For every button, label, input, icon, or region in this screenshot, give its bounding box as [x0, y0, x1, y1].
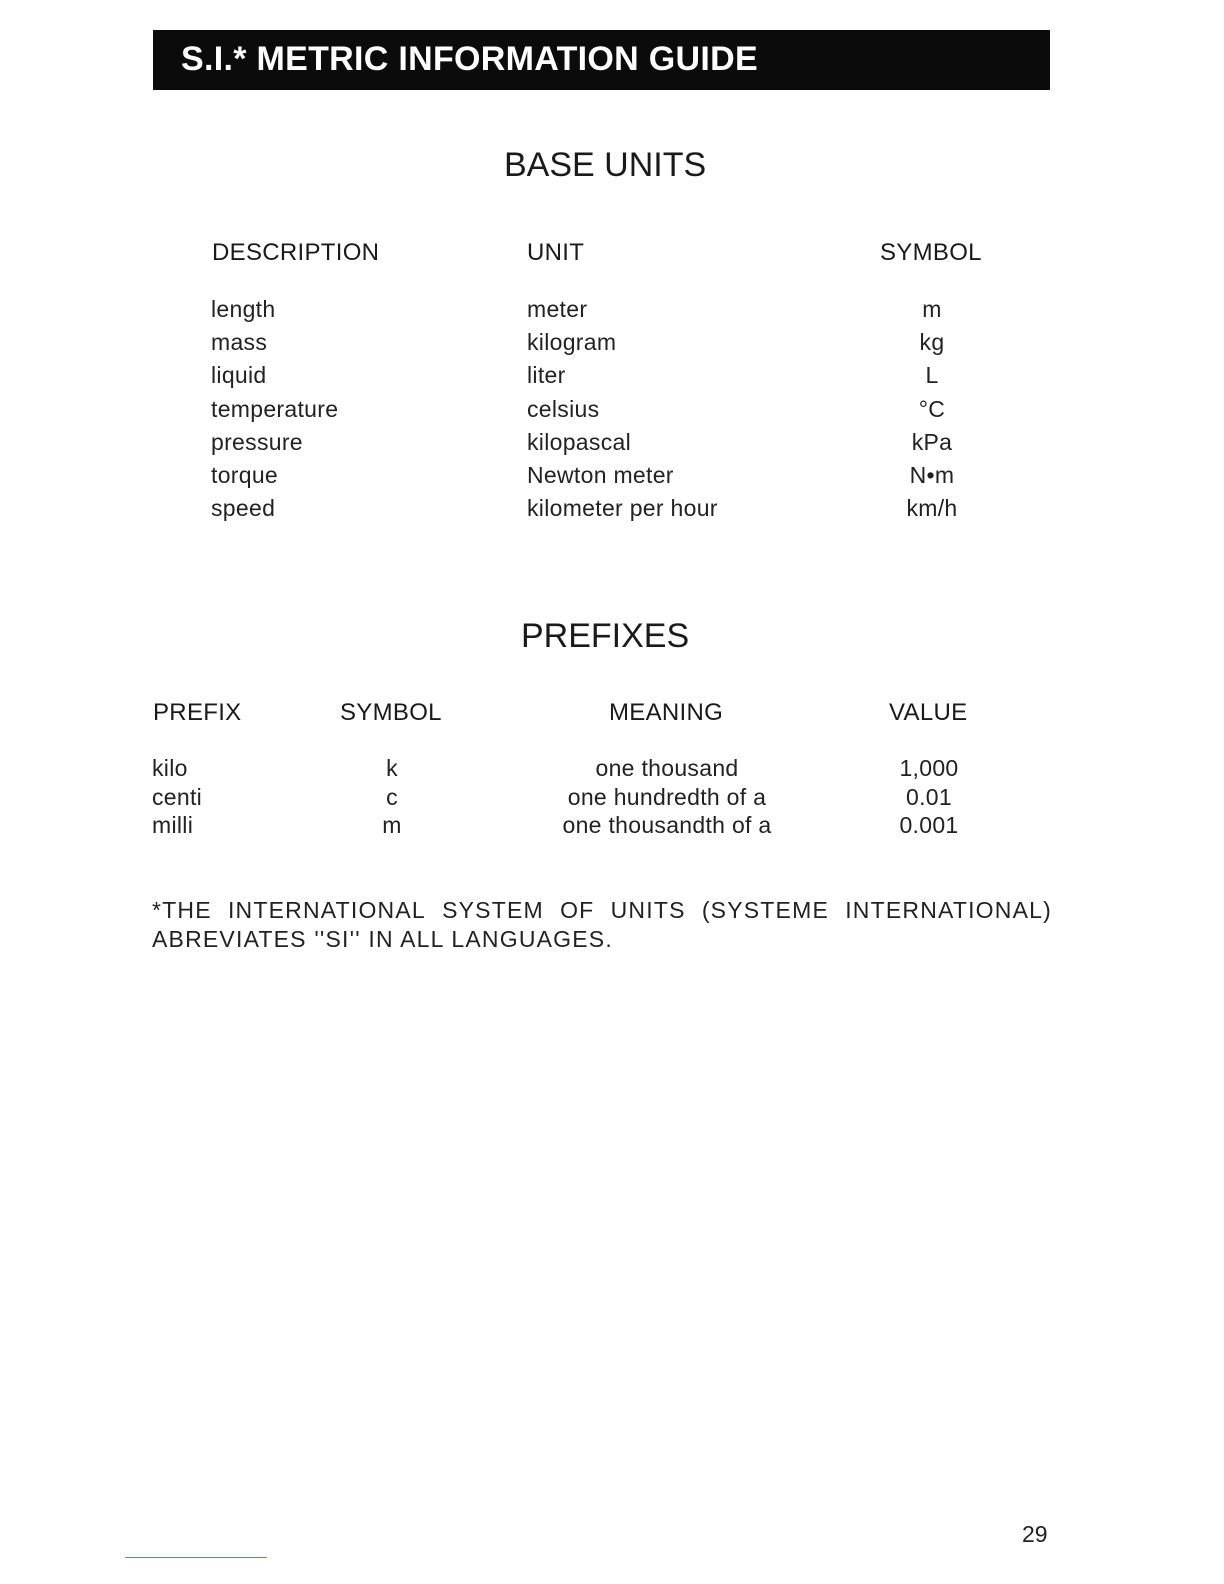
prefix-symbol: c [386, 783, 398, 810]
base-unit-description: torque [211, 462, 279, 488]
footnote [152, 896, 1052, 954]
prefix-meaning: one hundredth of a [567, 783, 767, 810]
base-units-heading: BASE UNITS [504, 146, 707, 184]
footnote-word: UNITS [610, 897, 686, 923]
footnote-word: (SYSTEME [701, 897, 829, 923]
prefix-name: milli [152, 812, 194, 838]
prefix-value: 0.001 [899, 812, 959, 838]
base-unit-description: mass [211, 329, 268, 356]
bottom-rule [125, 1557, 267, 1558]
prefix-symbol: m [382, 812, 402, 838]
title-banner [153, 30, 1050, 90]
prefix-symbol: k [386, 755, 398, 781]
footnote-word: SYSTEM [442, 897, 544, 923]
base-units-description-header: DESCRIPTION [212, 239, 380, 266]
base-unit-description: length [211, 296, 276, 322]
footnote-line-1 [152, 896, 1052, 925]
base-unit-symbol: L [925, 362, 939, 389]
base-unit-description: pressure [211, 428, 303, 455]
footnote-word: INTERNATIONAL [227, 897, 426, 923]
base-unit-symbol: kg [919, 329, 945, 356]
base-unit-symbol: N•m [909, 462, 955, 488]
base-unit-name: meter [527, 296, 588, 322]
base-unit-symbol: °C [918, 395, 946, 422]
base-unit-description: liquid [211, 362, 267, 389]
base-unit-name: kilogram [527, 329, 617, 356]
footnote-line-2: ABREVIATES ''SI'' IN ALL LANGUAGES. [152, 926, 613, 952]
page-number: 29 [1022, 1521, 1048, 1547]
footnote-word: INTERNATIONAL) [845, 897, 1052, 923]
base-unit-name: Newton meter [527, 462, 674, 488]
prefix-meaning: one thousandth of a [562, 812, 772, 838]
base-unit-symbol: m [922, 296, 942, 322]
prefix-value: 1,000 [899, 755, 959, 781]
base-unit-symbol: km/h [906, 495, 958, 522]
footnote-word: OF [560, 897, 595, 923]
base-unit-name: liter [527, 362, 566, 389]
prefixes-heading: PREFIXES [521, 617, 690, 655]
prefix-name: centi [152, 783, 203, 810]
base-units-unit-header: UNIT [527, 239, 585, 266]
page-title: S.I.* METRIC INFORMATION GUIDE [181, 40, 758, 78]
base-unit-symbol: kPa [911, 428, 953, 455]
prefix-value: 0.01 [906, 783, 952, 810]
base-unit-name: celsius [527, 395, 600, 422]
prefix-meaning: one thousand [595, 755, 739, 781]
base-unit-description: speed [211, 495, 276, 522]
prefixes-meaning-header: MEANING [609, 699, 724, 726]
base-unit-name: kilopascal [527, 428, 631, 455]
prefixes-symbol-header: SYMBOL [340, 699, 442, 726]
base-unit-name: kilometer per hour [527, 495, 718, 522]
footnote-word: *THE [152, 897, 212, 923]
base-unit-description: temperature [211, 395, 339, 422]
base-units-symbol-header: SYMBOL [880, 239, 982, 266]
prefixes-value-header: VALUE [889, 699, 968, 726]
prefixes-prefix-header: PREFIX [153, 699, 242, 726]
prefix-name: kilo [152, 755, 188, 781]
